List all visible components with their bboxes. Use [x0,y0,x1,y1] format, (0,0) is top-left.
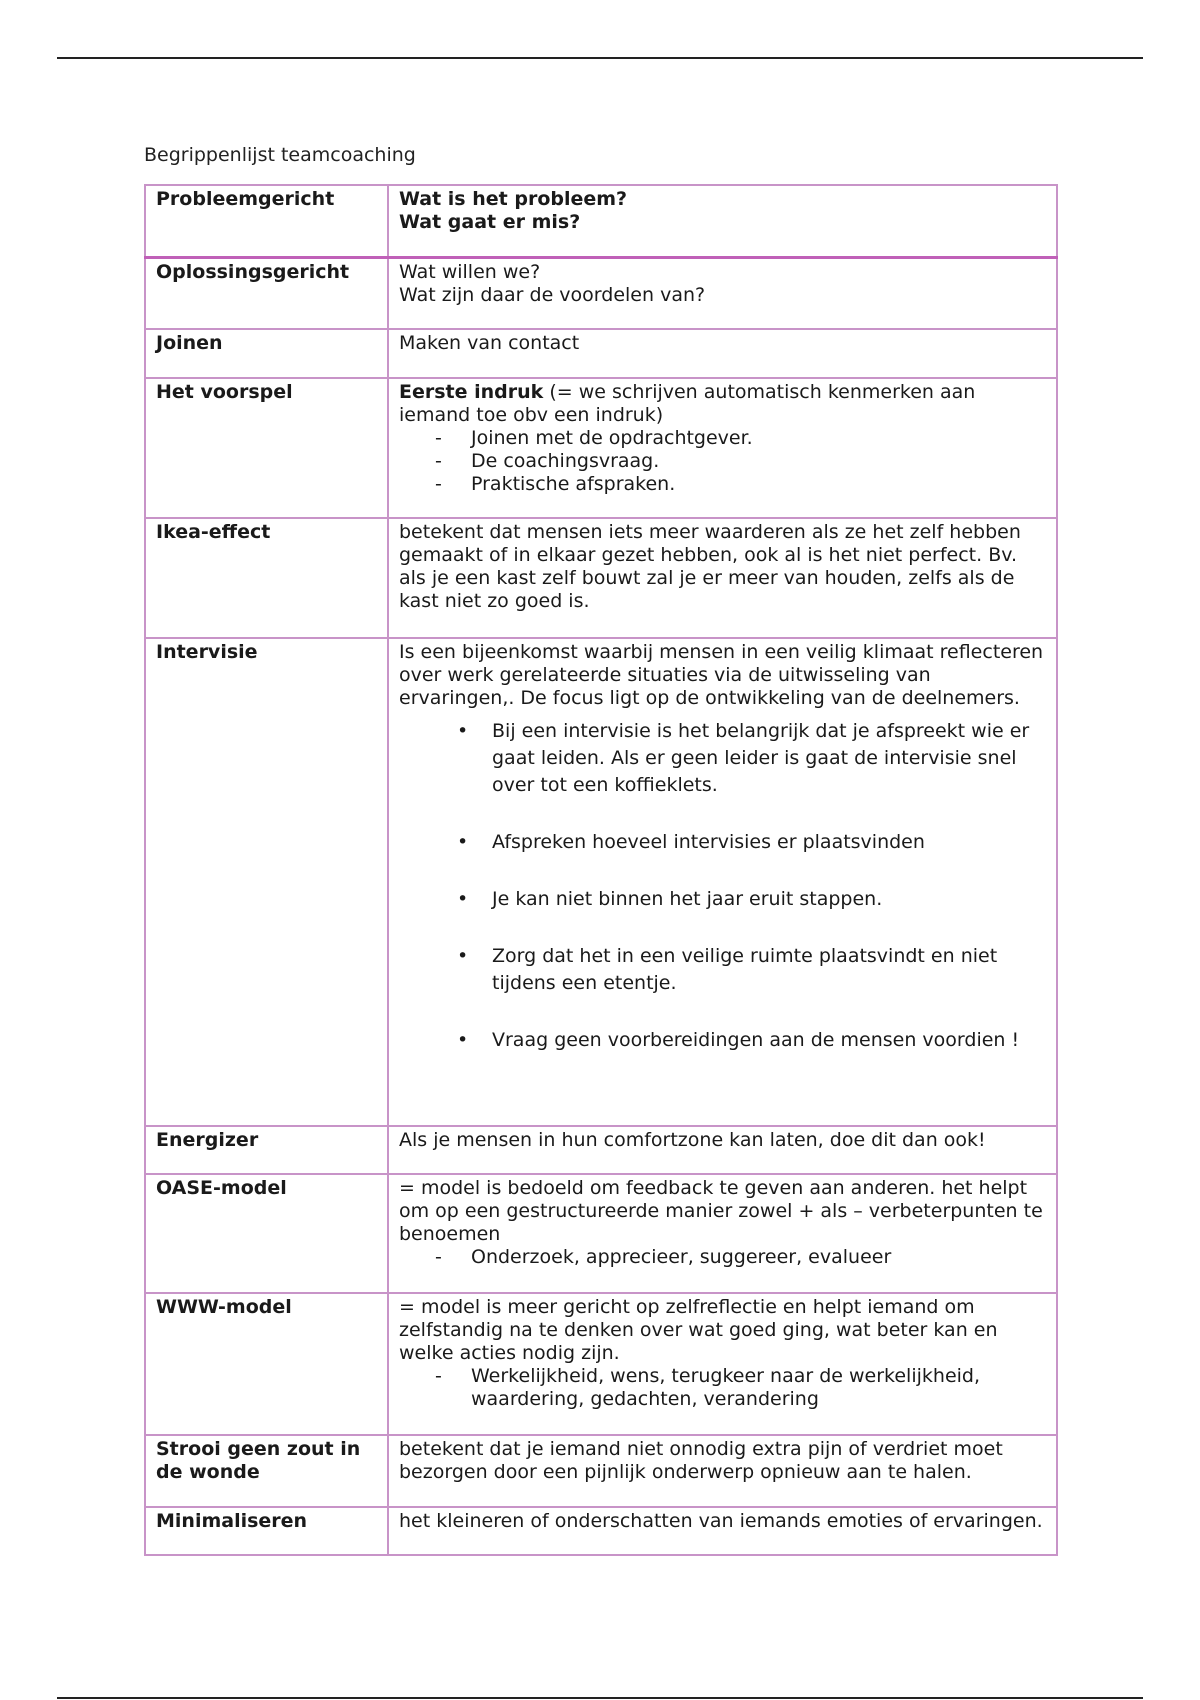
table-row [145,257,1057,329]
table-row [145,185,1057,257]
term-cell: Ikea-effect [145,518,388,638]
definition-cell [388,518,1057,638]
term-cell: Joinen [145,329,388,378]
table-row [145,1507,1057,1555]
term-cell: Het voorspel [145,378,388,518]
definition-text: het kleineren of onderschatten van iemands emoties of ervaringen. [399,1510,1043,1532]
bullet-item: • Zorg dat het in een veilige ruimte plaatsvindt en niet tijdens een etentje. [457,943,1046,997]
definition-bold-lead: Eerste indruk [399,381,544,403]
table-row [145,1293,1057,1435]
term-cell: Strooi geen zout in de wonde [145,1435,388,1507]
definition-text: = model is meer gericht op zelfreflectie en helpt iemand om zelfstandig na te denken over wat goed ging, wat beter kan en welke acties nodig zijn. [399,1296,998,1364]
definition-cell [388,1435,1057,1507]
bullet-item: • Je kan niet binnen het jaar eruit stappen. [457,886,1046,913]
table-row [145,638,1057,1126]
definition-text: betekent dat je iemand niet onnodig extra pijn of verdriet moet bezorgen door een pijnlijk onderwerp opnieuw aan te halen. [399,1438,1003,1483]
document-title: Begrippenlijst teamcoaching [144,144,416,166]
definition-text: Is een bijeenkomst waarbij mensen in een veilig klimaat reflecteren over werk gerelateerde situaties via de uitwisseling van ervaringen,. De focus ligt op de ontwikkeling van de deelnemers. [399,641,1044,709]
dash-list [399,427,1046,496]
definition-cell [388,1126,1057,1174]
term-cell: Probleemgericht [145,185,388,257]
bullet-list [399,718,1046,1054]
term-cell: WWW-model [145,1293,388,1435]
definition-cell [388,257,1057,329]
definition-cell [388,329,1057,378]
term-cell: OASE-model [145,1174,388,1293]
definition-cell [388,378,1057,518]
definition-text: Maken van contact [399,332,580,354]
dash-list [399,1365,1046,1411]
term-cell: Oplossingsgericht [145,257,388,329]
dash-list [399,1246,1046,1269]
glossary-table [144,184,1058,1556]
term-cell: Minimaliseren [145,1507,388,1555]
table-row [145,378,1057,518]
table-row [145,1126,1057,1174]
table-row [145,1435,1057,1507]
bullet-item: • Bij een intervisie is het belangrijk dat je afspreekt wie er gaat leiden. Als er geen leider is gaat de intervisie snel over tot een koffieklets. [457,718,1046,799]
dash-item: - Onderzoek, apprecieer, suggereer, evalueer [435,1246,1046,1269]
definition-text [399,381,1046,427]
table-row [145,329,1057,378]
bullet-item: • Afspreken hoeveel intervisies er plaatsvinden [457,829,1046,856]
definition-cell [388,185,1057,257]
definition-cell [388,1507,1057,1555]
definition-text: = model is bedoeld om feedback te geven aan anderen. het helpt om op een gestructureerde manier zowel + als – verbeterpunten te benoemen [399,1177,1043,1245]
definition-text: Als je mensen in hun comfortzone kan laten, doe dit dan ook! [399,1129,986,1151]
footer-rule [57,1697,1143,1699]
definition-line: Wat is het probleem? [399,188,628,210]
dash-item: - Praktische afspraken. [435,473,1046,496]
term-cell: Intervisie [145,638,388,1126]
definition-cell [388,638,1057,1126]
dash-item: - De coachingsvraag. [435,450,1046,473]
definition-line: Wat gaat er mis? [399,211,581,233]
bullet-item: • Vraag geen voorbereidingen aan de mensen voordien ! [457,1027,1046,1054]
table-row [145,1174,1057,1293]
definition-cell [388,1174,1057,1293]
dash-item: - Werkelijkheid, wens, terugkeer naar de werkelijkheid, waardering, gedachten, verandering [435,1365,1046,1411]
dash-item: - Joinen met de opdrachtgever. [435,427,1046,450]
term-cell: Energizer [145,1126,388,1174]
definition-cell [388,1293,1057,1435]
definition-line: Wat zijn daar de voordelen van? [399,283,706,306]
definition-rest: (= we schrijven automatisch kenmerken aan iemand toe obv een indruk) [399,381,976,426]
table-row [145,518,1057,638]
header-rule [57,57,1143,59]
definition-line: Wat willen we? [399,260,541,283]
definition-text: betekent dat mensen iets meer waarderen als ze het zelf hebben gemaakt of in elkaar gezet hebben, ook al is het niet perfect. Bv. als je een kast zelf bouwt zal je er meer van houden, zelfs als de kast niet zo goed is. [399,521,1021,612]
